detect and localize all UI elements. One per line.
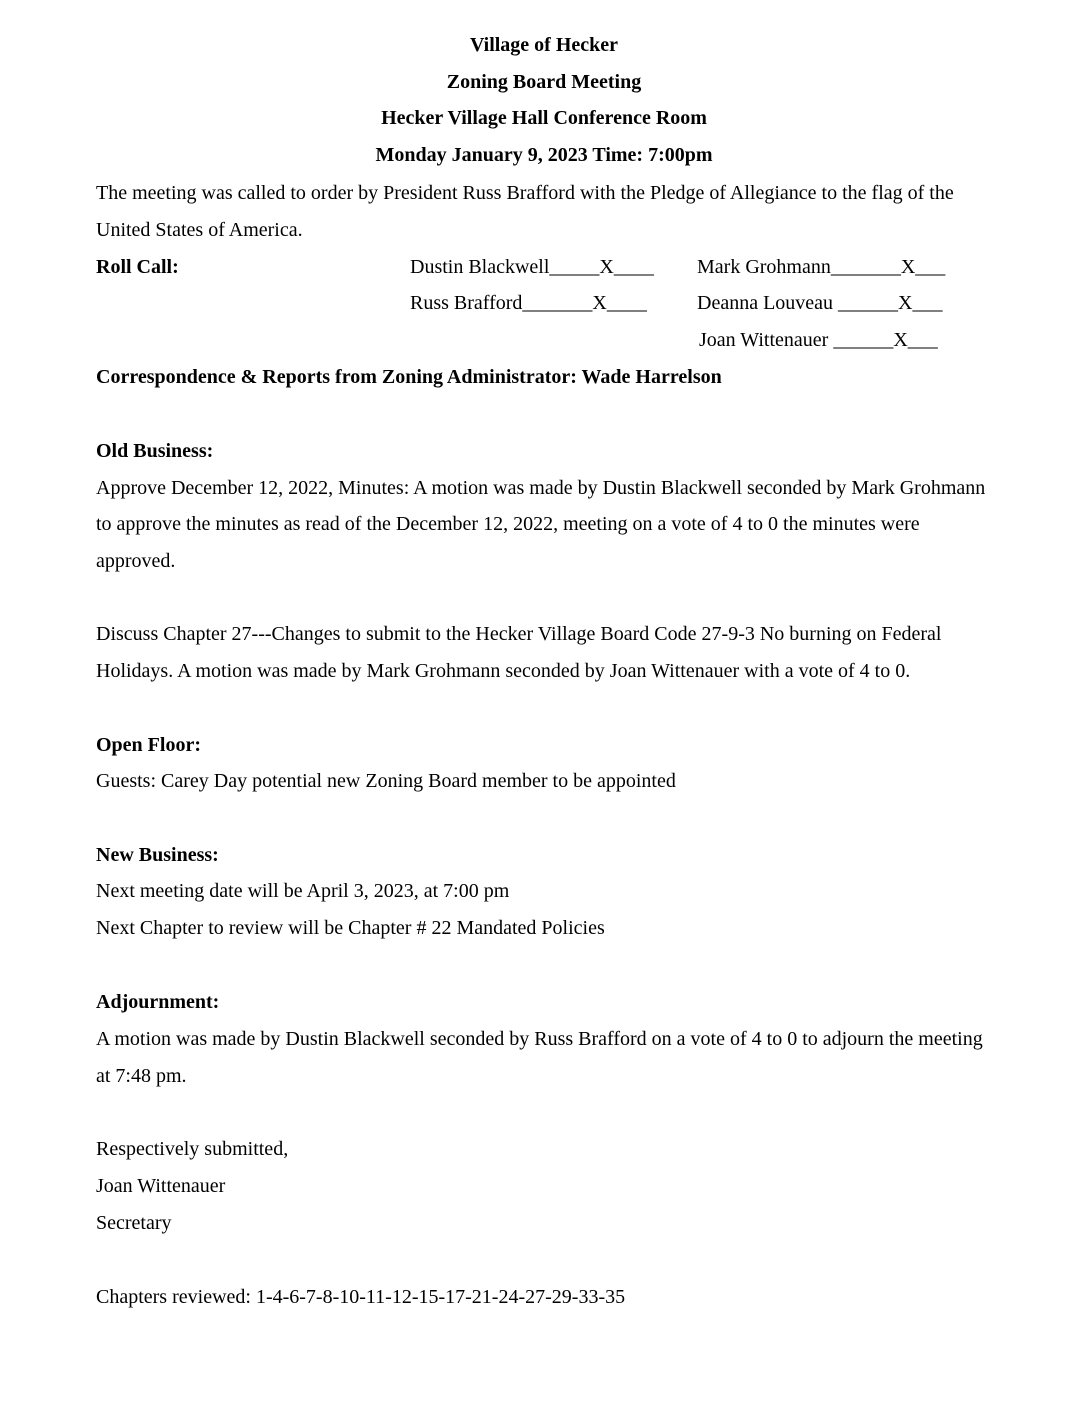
open-floor-text: Guests: Carey Day potential new Zoning Board member to be appointed	[96, 770, 676, 792]
header-title: Village of Hecker	[469, 34, 619, 56]
roll-call-entry: Deanna Louveau ______X___	[697, 292, 943, 314]
old-business-heading: Old Business:	[96, 440, 214, 462]
new-business-text: Next meeting date will be April 3, 2023, at 7:00 pm	[96, 880, 510, 902]
new-business-text: Next Chapter to review will be Chapter # 22 Mandated Policies	[96, 917, 605, 939]
adjournment-heading: Adjournment:	[96, 991, 220, 1013]
old-business-text: to approve the minutes as read of the December 12, 2022, meeting on a vote of 4 to 0 the minutes were	[96, 513, 920, 535]
adjournment-text: at 7:48 pm.	[96, 1065, 187, 1087]
signature-title: Secretary	[96, 1212, 172, 1234]
intro-line: The meeting was called to order by President Russ Brafford with the Pledge of Allegiance to the flag of the	[96, 182, 954, 204]
old-business-text: Discuss Chapter 27---Changes to submit to the Hecker Village Board Code 27-9-3 No burning on Federal	[96, 623, 942, 645]
adjournment-text: A motion was made by Dustin Blackwell seconded by Russ Brafford on a vote of 4 to 0 to adjourn the meeting	[96, 1028, 983, 1050]
roll-call-entry: Dustin Blackwell_____X____	[410, 256, 654, 278]
roll-call-label: Roll Call:	[96, 256, 179, 278]
signature-closing: Respectively submitted,	[96, 1138, 289, 1160]
roll-call-entry: Joan Wittenauer ______X___	[699, 329, 938, 351]
old-business-text: approved.	[96, 550, 176, 572]
intro-line: United States of America.	[96, 219, 303, 241]
chapters-reviewed: Chapters reviewed: 1-4-6-7-8-10-11-12-15-17-21-24-27-29-33-35	[96, 1286, 626, 1308]
roll-call-entry: Russ Brafford_______X____	[410, 292, 647, 314]
old-business-text: Approve December 12, 2022, Minutes: A motion was made by Dustin Blackwell seconded by Mark Grohmann	[96, 477, 986, 499]
header-datetime: Monday January 9, 2023 Time: 7:00pm	[375, 144, 713, 166]
signature-name: Joan Wittenauer	[96, 1175, 226, 1197]
roll-call-entry: Mark Grohmann_______X___	[697, 256, 946, 278]
new-business-heading: New Business:	[96, 844, 219, 866]
old-business-text: Holidays. A motion was made by Mark Grohmann seconded by Joan Wittenauer with a vote of 4 to 0.	[96, 660, 911, 682]
correspondence-heading: Correspondence & Reports from Zoning Administrator: Wade Harrelson	[96, 366, 722, 388]
header-subtitle: Zoning Board Meeting	[446, 71, 642, 93]
header-location: Hecker Village Hall Conference Room	[381, 107, 707, 129]
open-floor-heading: Open Floor:	[96, 734, 201, 756]
